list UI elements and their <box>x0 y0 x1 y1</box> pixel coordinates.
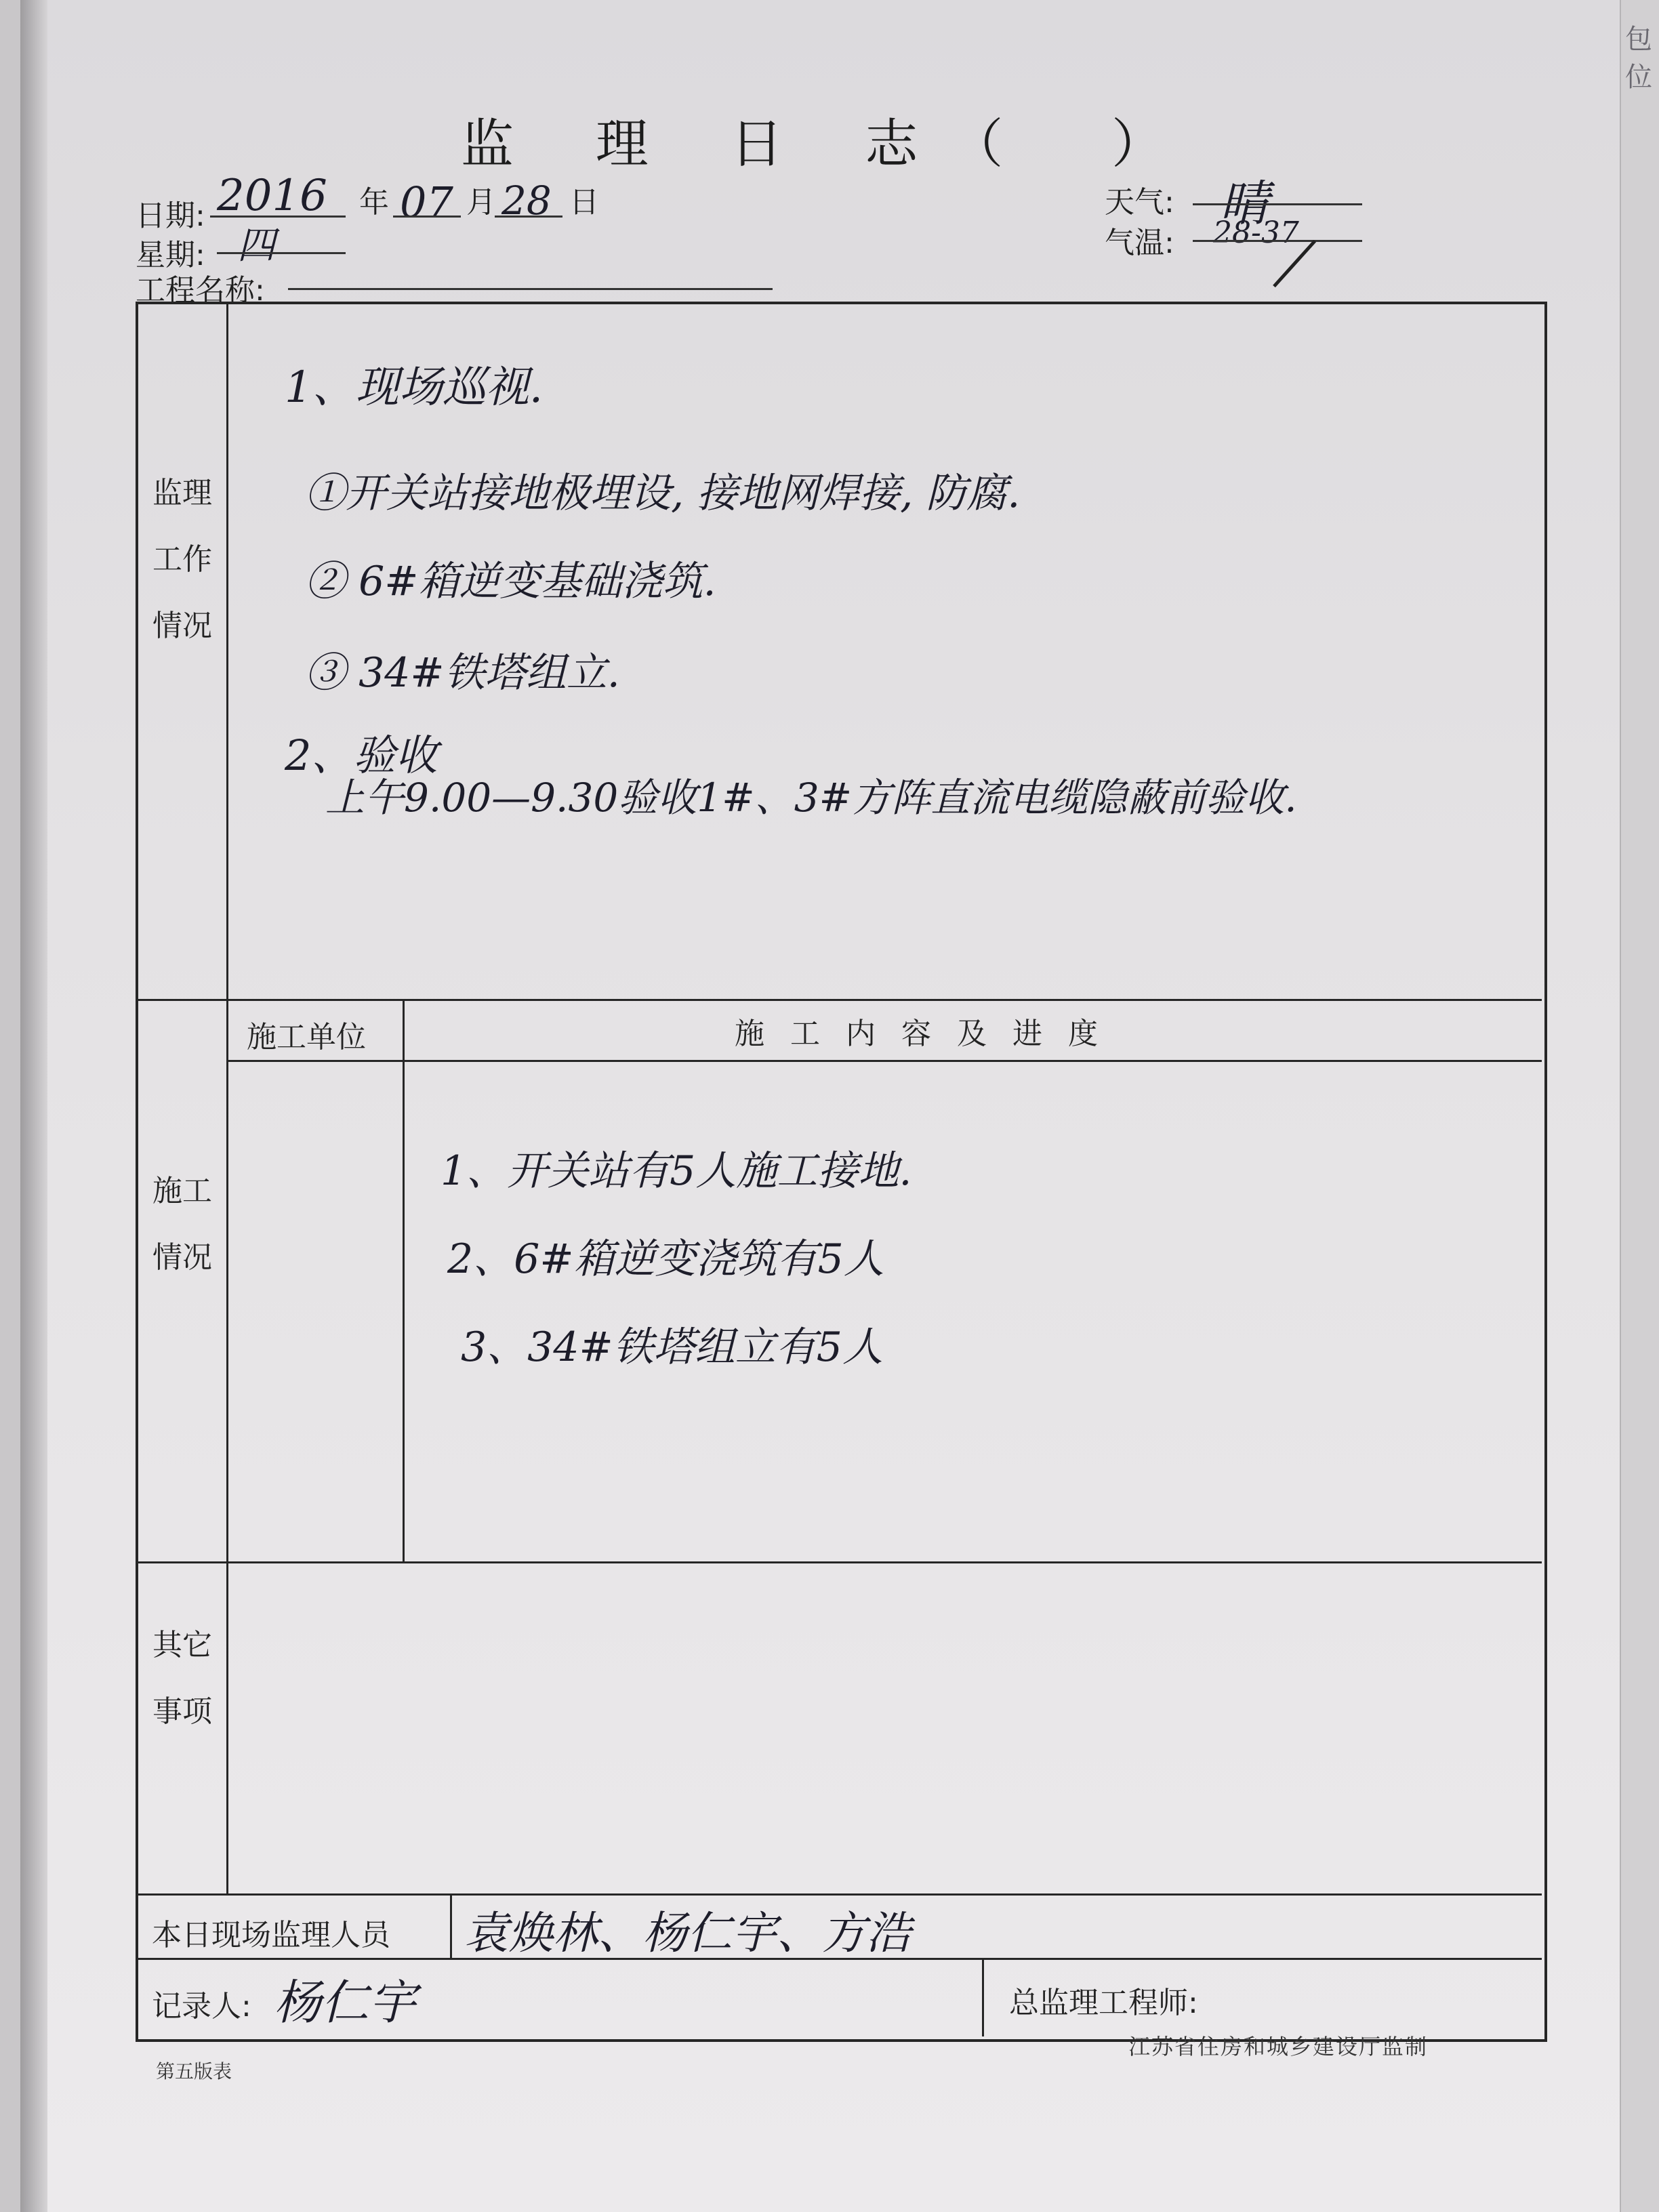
row-divider-supervision <box>138 999 1542 1001</box>
supervision-entry-4: ③ 34#铁塔组立. <box>305 649 620 697</box>
weekday-underline <box>217 252 346 254</box>
day-suffix: 日 <box>569 185 599 220</box>
project-name-label: 工程名称: <box>136 273 265 308</box>
month-suffix: 月 <box>466 185 496 220</box>
project-name-underline <box>288 288 773 290</box>
weather-underline <box>1193 203 1362 205</box>
temperature-underline <box>1193 240 1362 242</box>
chief-divider <box>982 1958 984 2036</box>
supervision-entry-2: ①开关站接地极埋设, 接地网焊接, 防腐. <box>305 470 1021 517</box>
supervision-entry-3: ② 6#箱逆变基础浇筑. <box>305 558 716 605</box>
other-section-label: 其它事项 <box>152 1628 212 1729</box>
unit-column-divider <box>403 999 405 1561</box>
row-divider-construction <box>138 1561 1542 1563</box>
construction-entry-1: 1、开关站有5人施工接地. <box>441 1147 912 1195</box>
weather-label: 天气: <box>1105 185 1174 220</box>
weather-value: 晴 <box>1220 175 1269 232</box>
page-edge-shadow <box>20 0 47 2212</box>
construction-entry-3: 3、34#铁塔组立有5人 <box>461 1324 883 1371</box>
supervision-entry-5: 2、验收 <box>285 731 438 780</box>
adjacent-page-text: 包位 <box>1625 24 1652 93</box>
row-divider-other <box>138 1893 1542 1896</box>
day-value: 28 <box>501 178 552 224</box>
unit-header: 施工单位 <box>247 1020 366 1054</box>
content-header: 施工内容及进度 <box>735 1017 1124 1051</box>
temperature-value: 28-37 <box>1213 216 1299 250</box>
month-value: 07 <box>400 178 453 227</box>
construction-entry-2: 2、6#箱逆变浇筑有5人 <box>447 1235 884 1283</box>
year-value: 2016 <box>217 171 327 221</box>
weekday-label: 星期: <box>136 238 205 272</box>
staff-label: 本日现场监理人员 <box>152 1918 390 1952</box>
footer-edition: 第五版表 <box>156 2060 232 2083</box>
supervision-section-label: 监理工作情况 <box>152 476 212 643</box>
year-underline <box>210 216 346 218</box>
supervision-entry-1: 1、现场巡视. <box>285 363 544 413</box>
construction-section-label: 施工情况 <box>152 1174 212 1275</box>
date-label: 日期: <box>136 199 205 233</box>
supervision-entry-6: 上午9.00—9.30验收1#、3#方阵直流电缆隐蔽前验收. <box>325 775 1297 821</box>
footer-issuer: 江苏省住房和城乡建设厅监制 <box>1128 2034 1429 2060</box>
recorder-label: 记录人: <box>152 1989 251 2024</box>
recorder-signature: 杨仁宇 <box>274 1975 416 2030</box>
year-suffix: 年 <box>359 185 389 220</box>
adjacent-page <box>1620 0 1659 2212</box>
title-close-paren: ） <box>1111 114 1165 175</box>
temperature-label: 气温: <box>1105 226 1174 260</box>
day-underline <box>495 216 562 218</box>
chief-engineer-label: 总监理工程师: <box>1009 1986 1198 2020</box>
form-title: 监 理 日 志（ <box>461 114 1036 175</box>
weekday-value: 四 <box>237 224 275 268</box>
row-divider-construction-header <box>226 1060 1542 1062</box>
month-underline <box>393 216 461 218</box>
label-column-divider <box>226 304 228 1893</box>
staff-label-divider <box>450 1893 452 1958</box>
staff-value: 袁焕林、杨仁宇、方浩 <box>464 1907 911 1959</box>
